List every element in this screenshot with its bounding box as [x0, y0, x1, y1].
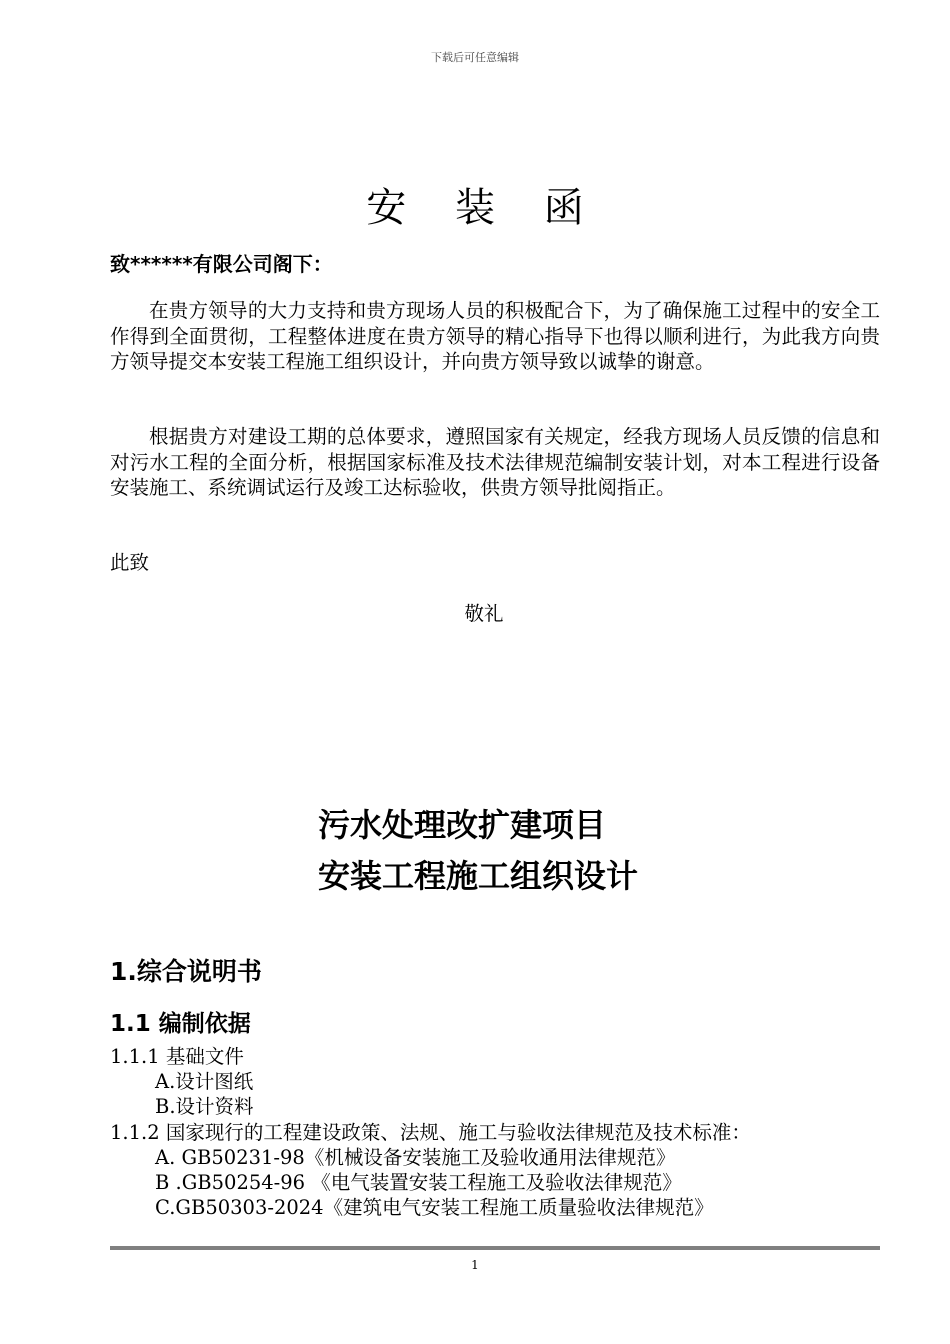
project-title-line-2: 安装工程施工组织设计 — [318, 857, 639, 895]
footer-divider — [110, 1246, 880, 1250]
list-item: C.GB50303-2024《建筑电气安装工程施工质量验收法律规范》 — [155, 1196, 714, 1219]
project-title-line-1: 污水处理改扩建项目 — [318, 806, 607, 844]
page-header-note: 下载后可任意编辑 — [431, 51, 519, 64]
page-number: 1 — [471, 1258, 479, 1272]
letter-closing: 此致 — [110, 551, 150, 574]
list-item: A. GB50231-98《机械设备安装施工及验收通用法律规范》 — [155, 1146, 676, 1169]
list-item: 1.1.1 基础文件 — [110, 1045, 244, 1068]
letter-regards: 敬礼 — [464, 602, 504, 625]
list-item: A.设计图纸 — [155, 1070, 254, 1093]
list-item: B .GB50254-96 《电气装置安装工程施工及验收法律规范》 — [155, 1171, 682, 1194]
letter-paragraph-2: 根据贵方对建设工期的总体要求，遵照国家有关规定，经我方现场人员反馈的信息和对污水工程的全面分析，根据国家标准及技术法律规范编制安装计划，对本工程进行设备安装施工、系统调试运行及竣工达标验收，供贵方领导批阅指正。 — [110, 425, 880, 499]
section-heading: 1.综合说明书 — [110, 957, 262, 986]
letter-title: 安 装 函 — [366, 185, 602, 231]
subsection-heading: 1.1 编制依据 — [110, 1011, 251, 1037]
letter-paragraph-1: 在贵方领导的大力支持和贵方现场人员的积极配合下，为了确保施工过程中的安全工作得到全面贯彻，工程整体进度在贵方领导的精心指导下也得以顺利进行，为此我方向贵方领导提交本安装工程施工组织设计，并向贵方领导致以诚挚的谢意。 — [110, 299, 880, 373]
list-item: B.设计资料 — [155, 1095, 254, 1118]
list-item: 1.1.2 国家现行的工程建设政策、法规、施工与验收法律规范及技术标准： — [110, 1121, 751, 1144]
letter-salutation: 致******有限公司阁下： — [110, 252, 333, 276]
